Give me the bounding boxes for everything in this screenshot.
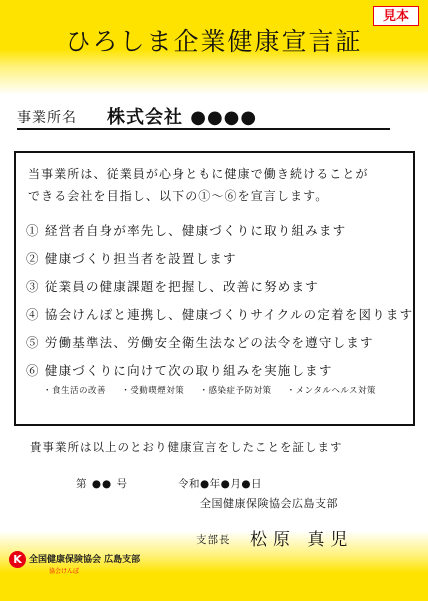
- initiative-item: ・食生活の改善: [43, 386, 107, 396]
- logo-mark-icon: K: [9, 551, 26, 568]
- certification-text: 貴事業所は以上のとおり健康宣言をしたことを証します: [30, 440, 343, 454]
- declaration-box: [14, 151, 415, 426]
- office-name: 株式会社 ●●●●: [107, 107, 258, 128]
- intro-line-1: 当事業所は、従業員が心身ともに健康で働き続けることが: [28, 167, 369, 181]
- initiative-item: ・感染症予防対策: [199, 386, 272, 396]
- certificate-title: ひろしま企業健康宣言証: [65, 27, 363, 56]
- initiative-list: [43, 384, 413, 396]
- issue-date: 令和●年●月●日: [178, 478, 262, 490]
- logo-subtitle: 協会けんぽ: [49, 568, 80, 575]
- declaration-item-4: ④ 協会けんぽと連携し、健康づくりサイクルの定着を図ります: [26, 307, 414, 322]
- intro-line-2: できる会社を目指し、以下の①～⑥を宣言します。: [28, 189, 329, 203]
- chief-title: 支部長: [196, 534, 231, 546]
- declaration-item-6: ⑥ 健康づくりに向けて次の取り組みを実施します: [26, 363, 333, 378]
- declaration-item-2: ② 健康づくり担当者を設置します: [26, 251, 237, 266]
- declaration-item-3: ③ 従業員の健康課題を把握し、改善に努めます: [26, 279, 319, 294]
- office-name-row: [17, 100, 390, 130]
- declaration-intro: [28, 163, 403, 207]
- issuer-branch: 全国健康保険協会広島支部: [200, 497, 338, 510]
- initiative-item: ・受動喫煙対策: [121, 386, 185, 396]
- declaration-item-1: ① 経営者自身が率先し、健康づくりに取り組みます: [26, 223, 347, 238]
- logo-name: 全国健康保険協会 広島支部: [29, 555, 141, 565]
- chief-name: 松原 真児: [250, 530, 354, 550]
- office-label: 事業所名: [17, 110, 77, 126]
- initiative-item: ・メンタルヘルス対策: [286, 386, 377, 396]
- sample-stamp: 見本: [373, 6, 419, 26]
- certificate-number: 第 ●● 号: [76, 478, 128, 490]
- association-logo: [9, 551, 169, 581]
- declaration-item-5: ⑤ 労働基準法、労働安全衛生法などの法令を遵守します: [26, 335, 374, 350]
